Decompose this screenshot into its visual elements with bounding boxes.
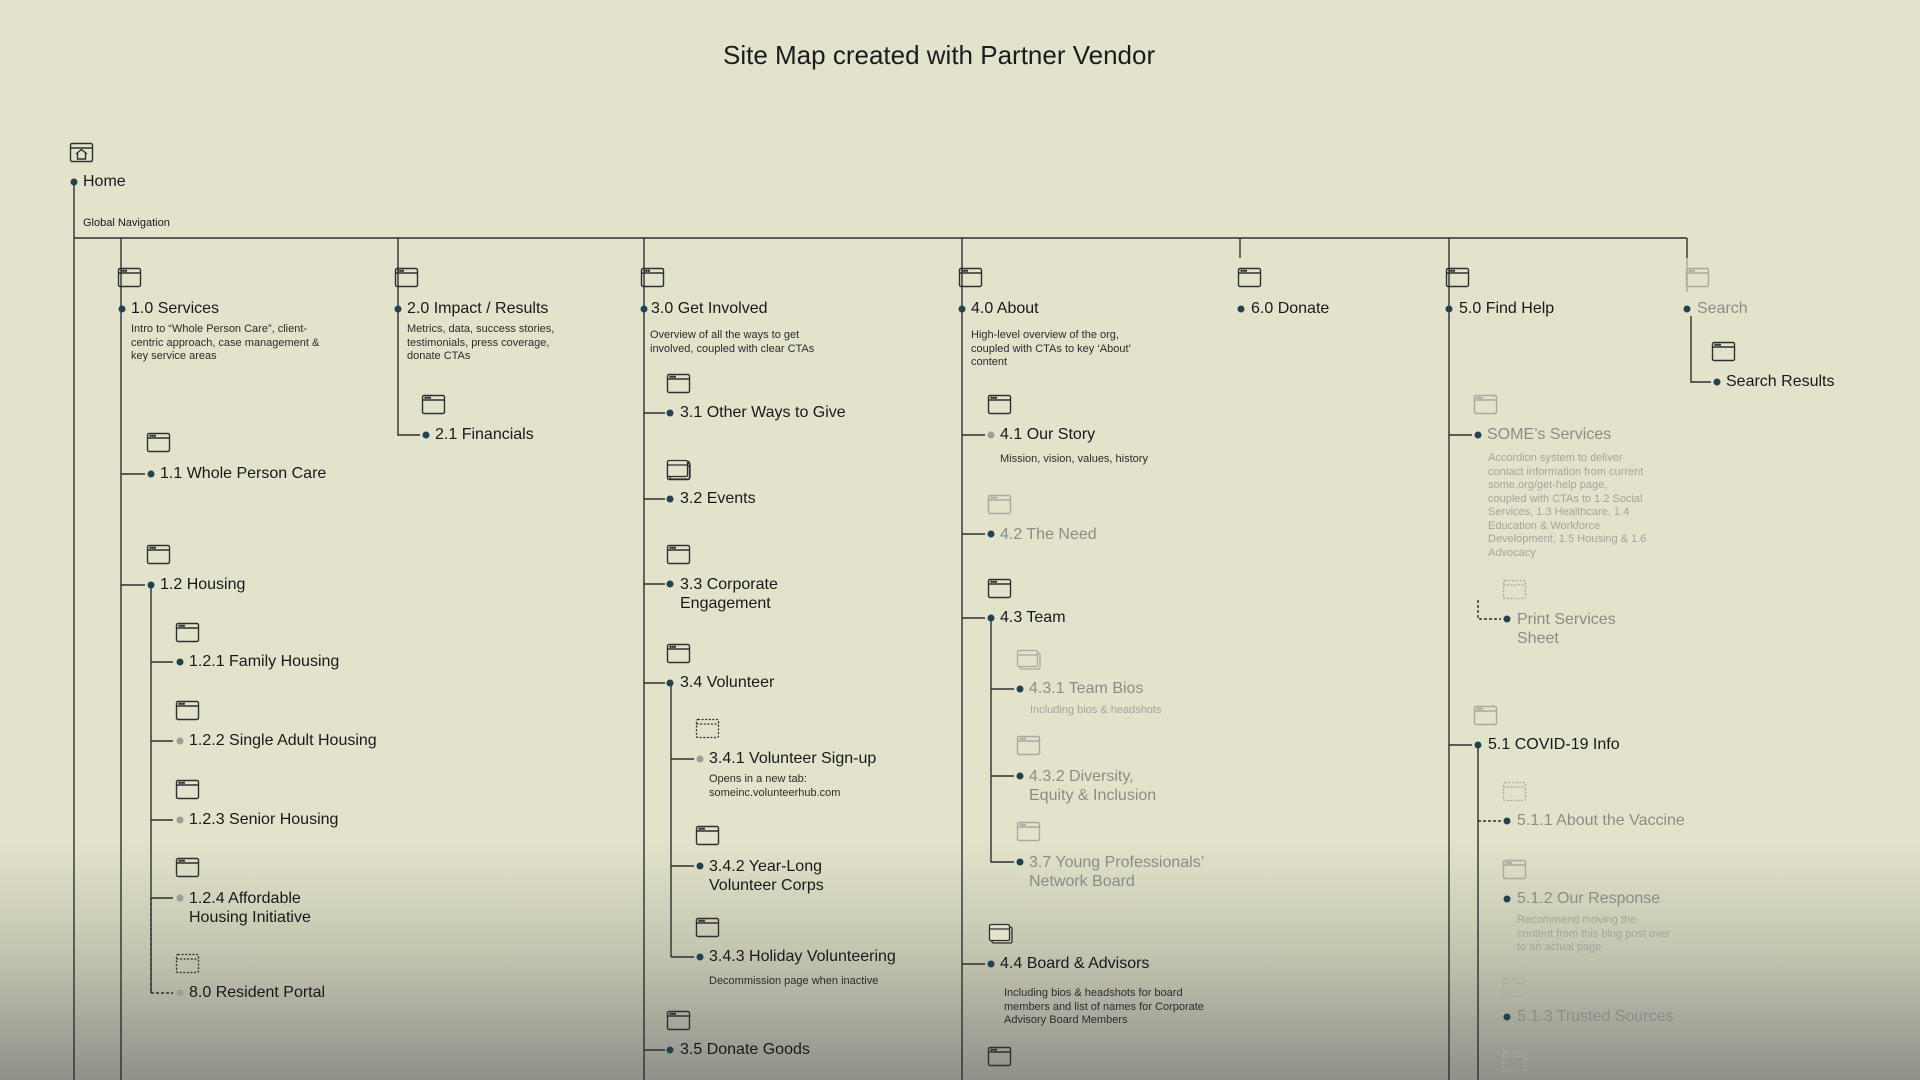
page-icon bbox=[1475, 707, 1497, 725]
page-icon bbox=[1504, 783, 1526, 801]
node-senior-housing[interactable]: 1.2.3 Senior Housing bbox=[189, 811, 339, 828]
page-stack-icon bbox=[668, 461, 691, 480]
page-icon bbox=[960, 269, 982, 287]
node-donate[interactable]: 6.0 Donate bbox=[1251, 300, 1330, 317]
node-holiday-desc: Decommission page when inactive bbox=[709, 975, 879, 987]
page-icon bbox=[1475, 396, 1497, 414]
page-icon bbox=[177, 859, 199, 877]
node-about-the-vaccine[interactable]: 5.1.1 About the Vaccine bbox=[1517, 812, 1685, 829]
node-our-response-desc: Recommend moving the content from this blog post over to an actual page bbox=[1517, 914, 1671, 953]
node-board-advisors[interactable]: 4.4 Board & Advisors bbox=[1000, 955, 1150, 972]
dashed-page-icons bbox=[177, 720, 719, 973]
node-volunteer-signup-desc: Opens in a new tab: someinc.volunteerhub.com bbox=[709, 773, 841, 799]
page-icon bbox=[148, 546, 170, 564]
node-diversity-equity-inclusion[interactable]: 4.3.2 Diversity, Equity & Inclusion bbox=[1029, 768, 1157, 804]
node-the-need[interactable]: 4.2 The Need bbox=[1000, 526, 1097, 543]
page-icon bbox=[119, 269, 141, 287]
node-single-adult-housing[interactable]: 1.2.2 Single Adult Housing bbox=[189, 732, 377, 749]
page-icon bbox=[148, 434, 170, 452]
page-icon bbox=[697, 827, 719, 845]
page-icon bbox=[668, 1012, 690, 1030]
node-family-housing[interactable]: 1.2.1 Family Housing bbox=[189, 653, 340, 670]
page-icon bbox=[177, 624, 199, 642]
node-whole-person-care[interactable]: 1.1 Whole Person Care bbox=[160, 465, 327, 482]
page-stack-icon bbox=[990, 925, 1013, 944]
node-somes-services-desc: Accordion system to deliver contact information from current some.org/get-help page, coupled with CTAs to 1.2 Social Services, 1.3 Healthcare, 1.4 Education & Workforce Development, 1.5 Housing & 1.6 Advocacy bbox=[1488, 452, 1647, 559]
page-icon bbox=[989, 580, 1011, 598]
node-get-involved-desc: Overview of all the ways to get involved, coupled with clear CTAs bbox=[650, 329, 815, 355]
node-team[interactable]: 4.3 Team bbox=[1000, 609, 1066, 626]
node-young-professionals[interactable]: 3.7 Young Professionals’ Network Board bbox=[1029, 854, 1204, 890]
node-resident-portal[interactable]: 8.0 Resident Portal bbox=[189, 984, 326, 1001]
page-icon bbox=[1687, 269, 1709, 287]
node-impact-results[interactable]: 2.0 Impact / Results bbox=[407, 300, 549, 317]
node-about[interactable]: 4.0 About bbox=[971, 300, 1039, 317]
node-team-bios-desc: Including bios & headshots bbox=[1030, 704, 1162, 716]
node-holiday-volunteering[interactable]: 3.4.3 Holiday Volunteering bbox=[709, 948, 896, 965]
page-icon bbox=[1239, 269, 1261, 287]
node-print-services-sheet[interactable]: Print Services Sheet bbox=[1517, 611, 1616, 647]
node-about-desc: High-level overview of the org, coupled with CTAs to key ‘About’ content bbox=[971, 329, 1131, 368]
node-corporate-engagement[interactable]: 3.3 Corporate Engagement bbox=[680, 576, 778, 612]
node-donate-goods[interactable]: 3.5 Donate Goods bbox=[680, 1041, 810, 1058]
node-affordable-housing[interactable]: 1.2.4 Affordable Housing Initiative bbox=[189, 890, 311, 926]
page-title: Site Map created with Partner Vendor bbox=[723, 40, 1156, 70]
node-covid-info[interactable]: 5.1 COVID-19 Info bbox=[1488, 736, 1620, 753]
node-get-involved[interactable]: 3.0 Get Involved bbox=[651, 300, 768, 317]
node-search-results[interactable]: Search Results bbox=[1726, 373, 1835, 390]
external-page-icon bbox=[697, 720, 719, 738]
page-icon bbox=[989, 396, 1011, 414]
home-icon bbox=[71, 144, 93, 162]
page-icon bbox=[1447, 269, 1469, 287]
page-icon bbox=[1504, 1053, 1526, 1071]
node-our-response[interactable]: 5.1.2 Our Response bbox=[1517, 890, 1661, 907]
page-icon bbox=[1018, 737, 1040, 755]
node-home[interactable]: Home bbox=[83, 173, 126, 190]
page-icon bbox=[1713, 343, 1735, 361]
node-services-desc: Intro to “Whole Person Care”, client-centric approach, case management & key service areas bbox=[131, 323, 320, 362]
node-team-bios[interactable]: 4.3.1 Team Bios bbox=[1029, 680, 1144, 697]
node-services[interactable]: 1.0 Services bbox=[131, 300, 220, 317]
node-year-long-volunteer-corps[interactable]: 3.4.2 Year-Long Volunteer Corps bbox=[709, 858, 824, 894]
page-icon bbox=[396, 269, 418, 287]
page-icon bbox=[1504, 979, 1526, 997]
node-volunteer[interactable]: 3.4 Volunteer bbox=[680, 674, 775, 691]
node-search[interactable]: Search bbox=[1697, 300, 1748, 317]
page-icon bbox=[177, 781, 199, 799]
node-dots-2 bbox=[1684, 306, 1691, 313]
portal-page-icon bbox=[177, 955, 199, 973]
page-icon bbox=[1504, 861, 1526, 879]
page-icon bbox=[989, 496, 1011, 514]
page-icon bbox=[423, 396, 445, 414]
node-financials[interactable]: 2.1 Financials bbox=[435, 426, 534, 443]
node-our-story[interactable]: 4.1 Our Story bbox=[1000, 426, 1096, 443]
page-icon bbox=[1018, 823, 1040, 841]
node-somes-services[interactable]: SOME’s Services bbox=[1487, 426, 1612, 443]
page-icon bbox=[177, 702, 199, 720]
node-trusted-sources[interactable]: 5.1.3 Trusted Sources bbox=[1517, 1008, 1674, 1025]
node-board-desc: Including bios & headshots for board members and list of names for Corporate Advisory Board Members bbox=[1004, 987, 1204, 1026]
node-other-ways-to-give[interactable]: 3.1 Other Ways to Give bbox=[680, 404, 846, 421]
page-icons bbox=[119, 269, 1735, 1066]
global-navigation-label: Global Navigation bbox=[83, 217, 170, 229]
node-events[interactable]: 3.2 Events bbox=[680, 490, 756, 507]
page-icon bbox=[668, 375, 690, 393]
page-stack-icon bbox=[1018, 651, 1041, 670]
node-our-story-desc: Mission, vision, values, history bbox=[1000, 453, 1148, 465]
page-icon bbox=[1504, 581, 1526, 599]
node-find-help[interactable]: 5.0 Find Help bbox=[1459, 300, 1555, 317]
page-icon bbox=[697, 919, 719, 937]
page-icon bbox=[668, 645, 690, 663]
page-icon bbox=[668, 546, 690, 564]
node-volunteer-signup[interactable]: 3.4.1 Volunteer Sign-up bbox=[709, 750, 877, 767]
node-impact-desc: Metrics, data, success stories, testimonials, press coverage, donate CTAs bbox=[407, 323, 555, 362]
node-housing[interactable]: 1.2 Housing bbox=[160, 576, 246, 593]
page-icon bbox=[989, 1048, 1011, 1066]
page-icon bbox=[642, 269, 664, 287]
